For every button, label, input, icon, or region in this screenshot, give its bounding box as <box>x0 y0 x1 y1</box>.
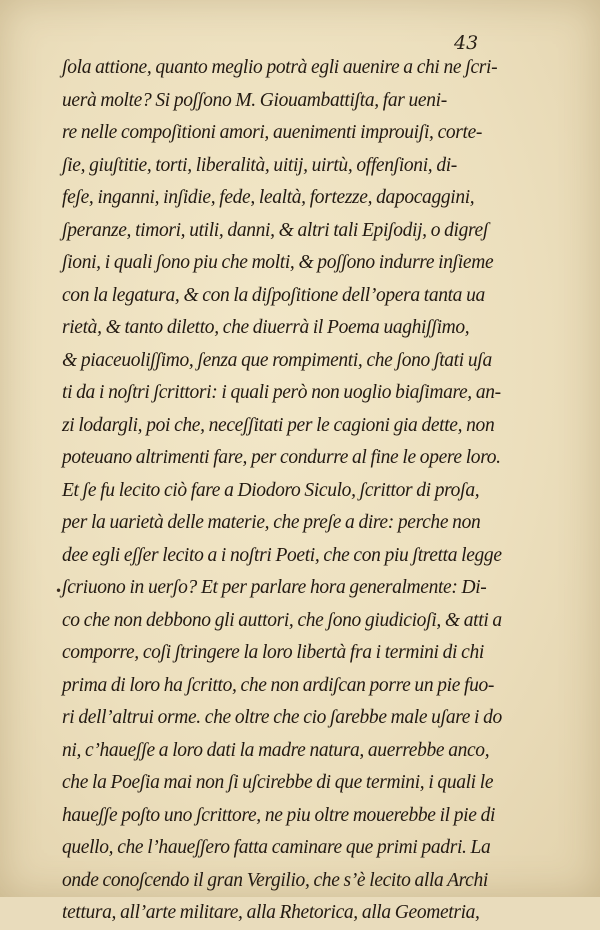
text-line: co che non debbono gli auttori, che ʃono giudicioʃi, & atti a <box>62 609 502 631</box>
text-line: Et ʃe fu lecito ciò fare a Diodoro Siculo, ʃcrittor di proʃa, <box>62 479 480 501</box>
text-line: ti da i noʃtri ʃcrittori: i quali però non uoglio biaʃimare, an- <box>62 382 501 403</box>
text-line: ʃioni, i quali ʃono piu che molti, & poʃʃono indurre inʃieme <box>62 252 494 273</box>
text-line: comporre, coʃi ʃtringere la loro libertà fra i termini di chi <box>62 642 484 663</box>
text-line: dee egli eʃʃer lecito a i noʃtri Poeti, che con piu ʃtretta legge <box>62 544 502 566</box>
text-line: ni, c’haueʃʃe a loro dati la madre natura, auerrebbe anco, <box>62 739 490 761</box>
text-line: ʃola attione, quanto meglio potrà egli auenire a chi ne ʃcri- <box>62 57 498 78</box>
text-line: ʃie, giuʃtitie, torti, liberalità, uitij, uirtù, offenʃioni, di- <box>62 154 457 176</box>
margin-mark: • <box>55 584 63 598</box>
text-block <box>62 52 524 930</box>
text-line: che la Poeʃia mai non ʃi uʃcirebbe di que termini, i quali le <box>62 772 494 793</box>
text-line: rietà, & tanto diletto, che diuerrà il Poema uaghiʃʃimo, <box>62 317 470 338</box>
text-line: ʃcriuono in uerʃo? Et per parlare hora generalmente: Di- <box>62 577 487 598</box>
text-line: ri dell’altrui orme. che oltre che cio ʃarebbe male uʃare i do <box>62 707 502 728</box>
text-line: haueʃʃe poʃto uno ʃcrittore, ne piu oltre mouerebbe il pie di <box>62 804 496 826</box>
text-line: uerà molte? Si poʃʃono M. Giouambattiʃta, far ueni- <box>62 89 447 111</box>
page-number: 43 <box>454 32 479 54</box>
text-line: tettura, all’arte militare, alla Rhetorica, alla Geometria, <box>62 902 480 923</box>
text-line: poteuano altrimenti fare, per condurre al fine le opere loro. <box>62 447 501 468</box>
text-line: con la legatura, & con la diʃpoʃitione dell’opera tanta ua <box>62 284 485 306</box>
text-line: quello, che l’haueʃʃero fatta caminare que primi padri. La <box>62 837 491 858</box>
text-line: prima di loro ha ʃcritto, che non ardiʃcan porre un pie fuo- <box>62 674 495 696</box>
text-line: per la uarietà delle materie, che preʃe a dire: perche non <box>62 512 481 533</box>
text-line: & piaceuoliʃʃimo, ʃenza que rompimenti, che ʃono ʃtati uʃa <box>62 349 492 371</box>
text-line: feʃe, inganni, inʃidie, fede, lealtà, fortezze, dapocaggini, <box>62 187 475 208</box>
text-line: zi lodargli, poi che, neceʃʃitati per le cagioni gia dette, non <box>62 414 495 436</box>
text-line: ʃperanze, timori, utili, danni, & altri tali Epiʃodij, o digreʃ <box>62 219 489 241</box>
text-line: re nelle compoʃitioni amori, auenimenti improuiʃi, corte- <box>62 122 483 143</box>
text-line: onde conoʃcendo il gran Vergilio, che s’è lecito alla Archi <box>62 869 488 891</box>
